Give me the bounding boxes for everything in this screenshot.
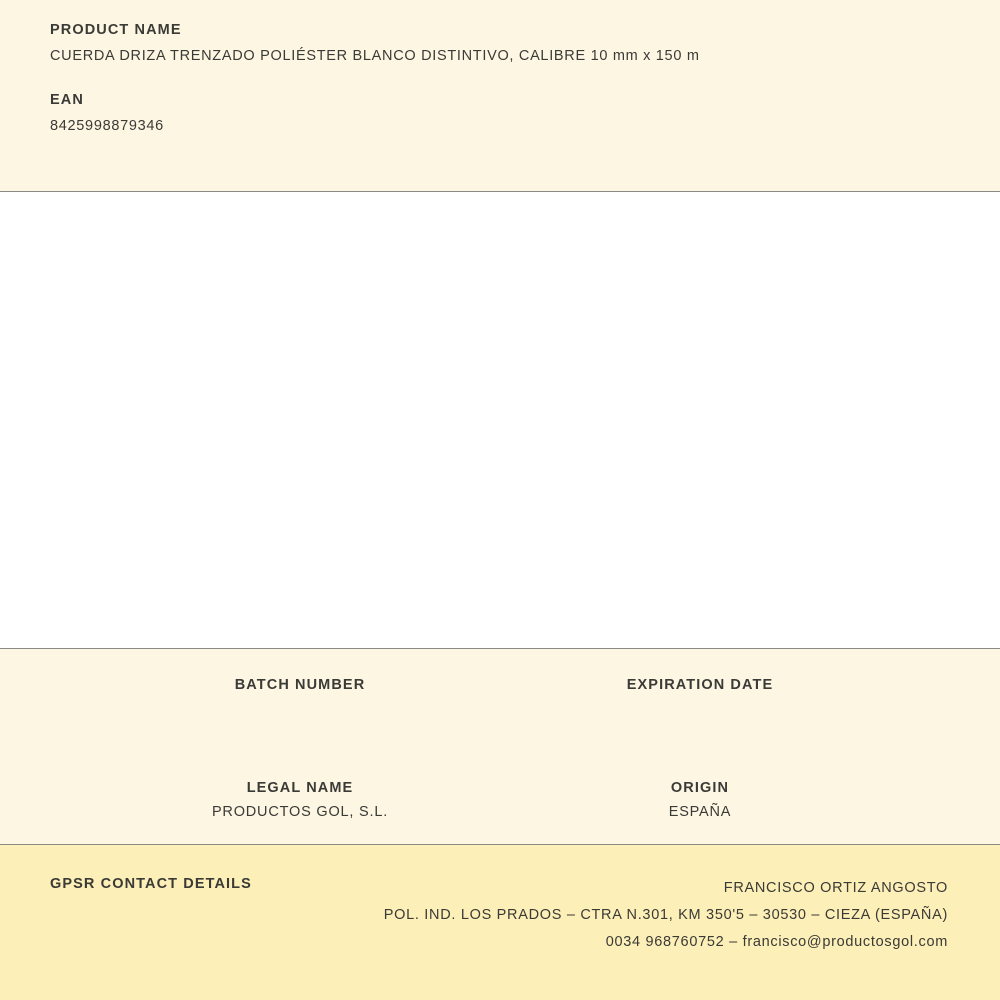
legal-origin-row	[0, 780, 1000, 821]
ean-group	[50, 92, 950, 134]
expiration-date-value	[500, 701, 900, 718]
gpsr-address: POL. IND. LOS PRADOS – CTRA N.301, KM 350'5 – 30530 – CIEZA (ESPAÑA)	[383, 907, 948, 923]
batch-number-cell	[100, 677, 500, 718]
gpsr-contact-lines	[384, 875, 948, 956]
expiration-date-label: EXPIRATION DATE	[626, 677, 774, 693]
product-name-label: PRODUCT NAME	[50, 22, 182, 38]
gpsr-phone-email: 0034 968760752 – francisco@productosgol.com	[605, 934, 948, 950]
origin-cell	[500, 780, 900, 821]
gpsr-contact-block	[0, 845, 1000, 1000]
expiration-date-cell	[500, 677, 900, 718]
blank-content-area	[0, 192, 1000, 649]
origin-label: ORIGIN	[670, 780, 730, 796]
gpsr-contact-name: FRANCISCO ORTIZ ANGOSTO	[723, 880, 948, 896]
legal-name-label: LEGAL NAME	[246, 780, 354, 796]
legal-name-cell	[100, 780, 500, 821]
batch-number-value	[100, 701, 500, 718]
product-name-value: CUERDA DRIZA TRENZADO POLIÉSTER BLANCO DISTINTIVO, CALIBRE 10 mm x 150 m	[50, 48, 700, 64]
batch-expiration-row	[0, 677, 1000, 718]
ean-value: 8425998879346	[50, 118, 164, 134]
product-identification-block	[0, 0, 1000, 192]
gpsr-contact-title: GPSR CONTACT DETAILS	[50, 876, 252, 892]
product-name-group	[50, 22, 950, 64]
ean-label: EAN	[50, 92, 84, 108]
batch-legal-block	[0, 649, 1000, 845]
legal-name-value: PRODUCTOS GOL, S.L.	[211, 804, 389, 820]
batch-number-label: BATCH NUMBER	[234, 677, 366, 693]
origin-value: ESPAÑA	[668, 804, 732, 820]
